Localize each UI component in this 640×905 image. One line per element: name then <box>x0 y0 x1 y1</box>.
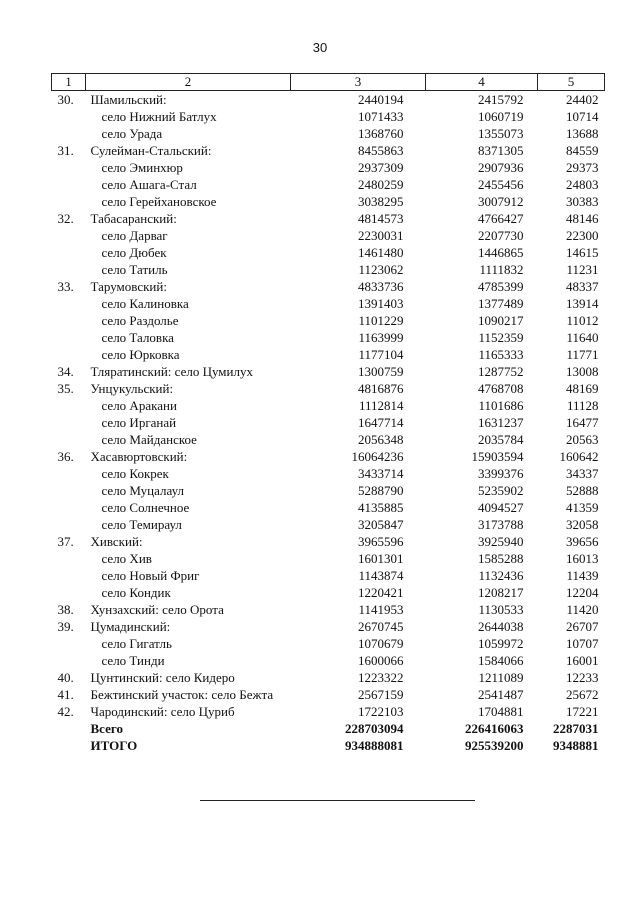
row-value-col4: 1446865 <box>478 244 524 260</box>
row-value-col4: 2455456 <box>478 176 524 192</box>
row-value-col5: 32058 <box>566 516 599 532</box>
row-value-col4: 1130533 <box>478 601 524 617</box>
row-value-col5: 11439 <box>566 567 599 583</box>
row-number <box>52 652 86 669</box>
row-number <box>52 414 86 431</box>
row-value-col3: 1368760 <box>358 125 404 141</box>
village-row <box>52 312 605 329</box>
village-row <box>52 159 605 176</box>
village-row <box>52 329 605 346</box>
row-value-col3: 3965596 <box>358 533 404 549</box>
row-value-col5: 39656 <box>566 533 599 549</box>
row-number: 31. <box>57 142 74 158</box>
district-row <box>52 618 605 635</box>
row-value-col3: 1101229 <box>358 312 404 328</box>
row-value-col5: 24402 <box>566 91 599 107</box>
row-name: Унцукульский: <box>90 380 174 396</box>
total-value-col3: 934888081 <box>345 737 404 753</box>
row-value-col5: 20563 <box>566 431 599 447</box>
row-value-col4: 1152359 <box>478 329 524 345</box>
row-value-col4: 1132436 <box>478 567 524 583</box>
row-value-col5: 11420 <box>566 601 599 617</box>
table-body <box>52 91 605 755</box>
row-name: Шамильский: <box>90 91 167 107</box>
village-row <box>52 567 605 584</box>
row-name: Чародинский: село Цуриб <box>90 703 235 719</box>
row-value-col5: 48169 <box>566 380 599 396</box>
row-value-col4: 2644038 <box>478 618 524 634</box>
row-value-col4: 1059972 <box>478 635 524 651</box>
district-row <box>52 142 605 159</box>
village-row <box>52 635 605 652</box>
row-number <box>52 346 86 363</box>
row-value-col5: 16001 <box>566 652 599 668</box>
row-value-col4: 3173788 <box>478 516 524 532</box>
row-value-col5: 16013 <box>566 550 599 566</box>
row-value-col4: 1584066 <box>478 652 524 668</box>
row-number <box>52 193 86 210</box>
row-value-col5: 11012 <box>566 312 599 328</box>
district-row <box>52 686 605 703</box>
row-value-col3: 2567159 <box>358 686 404 702</box>
row-name: Тляратинский: село Цумилух <box>90 363 253 379</box>
row-value-col3: 3205847 <box>358 516 404 532</box>
row-number: 40. <box>57 669 74 685</box>
row-value-col4: 5235902 <box>478 482 524 498</box>
row-value-col5: 29373 <box>566 159 599 175</box>
row-value-col5: 48337 <box>566 278 599 294</box>
village-row <box>52 193 605 210</box>
row-value-col4: 1208217 <box>478 584 524 600</box>
row-name: село Калиновка <box>101 295 189 311</box>
row-number: 33. <box>57 278 74 294</box>
row-value-col3: 1600066 <box>358 652 404 668</box>
village-row <box>52 125 605 142</box>
row-value-col3: 2440194 <box>358 91 404 107</box>
row-name: село Солнечное <box>101 499 190 515</box>
row-value-col3: 1143874 <box>358 567 404 583</box>
row-name: село Темираул <box>101 516 182 532</box>
row-number <box>52 108 86 125</box>
district-row <box>52 278 605 295</box>
row-value-col3: 3433714 <box>358 465 404 481</box>
row-value-col4: 2207730 <box>478 227 524 243</box>
row-value-col4: 1585288 <box>478 550 524 566</box>
row-name: село Муцалаул <box>101 482 185 498</box>
village-row <box>52 465 605 482</box>
row-value-col4: 1355073 <box>478 125 524 141</box>
row-value-col4: 3925940 <box>478 533 524 549</box>
district-row <box>52 210 605 227</box>
row-name: село Кокрек <box>101 465 169 481</box>
row-name: село Гигатль <box>101 635 172 651</box>
row-value-col3: 5288790 <box>358 482 404 498</box>
row-number: 39. <box>57 618 74 634</box>
row-value-col3: 1112814 <box>358 397 404 413</box>
row-value-col3: 4135885 <box>358 499 404 515</box>
row-value-col5: 11128 <box>566 397 599 413</box>
table-header <box>52 74 605 91</box>
row-name: село Раздолье <box>101 312 179 328</box>
row-value-col4: 1211089 <box>478 669 524 685</box>
row-name: Тарумовский: <box>90 278 167 294</box>
row-value-col5: 17221 <box>566 703 599 719</box>
row-value-col4: 3007912 <box>478 193 524 209</box>
row-number <box>52 397 86 414</box>
row-value-col3: 2937309 <box>358 159 404 175</box>
row-value-col3: 3038295 <box>358 193 404 209</box>
row-value-col4: 1377489 <box>478 295 524 311</box>
row-number <box>52 159 86 176</box>
row-number <box>52 261 86 278</box>
row-value-col3: 1163999 <box>358 329 404 345</box>
column-header-2: 2 <box>86 74 291 91</box>
row-number: 38. <box>57 601 74 617</box>
row-name: село Урада <box>101 125 163 141</box>
total-label: ИТОГО <box>90 737 138 753</box>
district-row <box>52 601 605 618</box>
row-value-col4: 1090217 <box>478 312 524 328</box>
district-row <box>52 703 605 720</box>
row-value-col4: 1287752 <box>478 363 524 379</box>
row-value-col3: 16064236 <box>351 448 404 464</box>
row-value-col5: 10707 <box>566 635 599 651</box>
row-name: село Дарваг <box>101 227 168 243</box>
row-value-col4: 2035784 <box>478 431 524 447</box>
row-value-col5: 13688 <box>566 125 599 141</box>
row-name: село Майданское <box>101 431 197 447</box>
row-value-col5: 48146 <box>566 210 599 226</box>
row-value-col3: 1300759 <box>358 363 404 379</box>
row-number <box>52 567 86 584</box>
row-value-col4: 1101686 <box>478 397 524 413</box>
row-name: село Кондик <box>101 584 171 600</box>
row-value-col5: 14615 <box>566 244 599 260</box>
village-row <box>52 244 605 261</box>
row-value-col3: 4816876 <box>358 380 404 396</box>
row-name: село Таловка <box>101 329 174 345</box>
total-value-col5: 2287031 <box>553 720 599 736</box>
row-value-col3: 1391403 <box>358 295 404 311</box>
row-number: 42. <box>57 703 74 719</box>
row-value-col5: 41359 <box>566 499 599 515</box>
row-name: Хасавюртовский: <box>90 448 188 464</box>
row-value-col5: 84559 <box>566 142 599 158</box>
row-value-col4: 1631237 <box>478 414 524 430</box>
row-value-col4: 4094527 <box>478 499 524 515</box>
row-name: Табасаранский: <box>90 210 177 226</box>
village-row <box>52 108 605 125</box>
total-value-col3: 228703094 <box>345 720 404 736</box>
row-value-col5: 34337 <box>566 465 599 481</box>
row-value-col4: 1111832 <box>479 261 524 277</box>
total-row <box>52 737 605 754</box>
village-row <box>52 176 605 193</box>
row-value-col5: 12204 <box>566 584 599 600</box>
village-row <box>52 295 605 312</box>
row-value-col3: 2230031 <box>358 227 404 243</box>
row-value-col5: 11640 <box>566 329 599 345</box>
total-value-col4: 925539200 <box>465 737 524 753</box>
row-value-col5: 30383 <box>566 193 599 209</box>
row-value-col3: 1071433 <box>358 108 404 124</box>
row-name: село Нижний Батлух <box>101 108 217 124</box>
row-value-col4: 15903594 <box>471 448 524 464</box>
village-row <box>52 431 605 448</box>
row-name: село Герейхановское <box>101 193 217 209</box>
row-value-col5: 25672 <box>566 686 599 702</box>
row-name: Цунтинский: село Кидеро <box>90 669 235 685</box>
row-value-col4: 2907936 <box>478 159 524 175</box>
village-row <box>52 261 605 278</box>
row-value-col5: 10714 <box>566 108 599 124</box>
row-value-col5: 16477 <box>566 414 599 430</box>
column-header-3: 3 <box>291 74 426 91</box>
row-value-col3: 1123062 <box>358 261 404 277</box>
row-value-col4: 1704881 <box>478 703 524 719</box>
row-value-col5: 12233 <box>566 669 599 685</box>
total-value-col5: 9348881 <box>553 737 599 753</box>
row-name: Хивский: <box>90 533 143 549</box>
row-value-col4: 4768708 <box>478 380 524 396</box>
row-number <box>52 329 86 346</box>
row-value-col3: 1177104 <box>358 346 404 362</box>
village-row <box>52 652 605 669</box>
row-value-col5: 26707 <box>566 618 599 634</box>
row-name: село Дюбек <box>101 244 167 260</box>
row-name: село Ирганай <box>101 414 177 430</box>
row-name: Цумадинский: <box>90 618 171 634</box>
row-name: село Юрковка <box>101 346 180 362</box>
row-value-col3: 1647714 <box>358 414 404 430</box>
row-name: село Эминхюр <box>101 159 183 175</box>
row-value-col3: 4814573 <box>358 210 404 226</box>
row-value-col5: 13914 <box>566 295 599 311</box>
row-number <box>52 584 86 601</box>
row-value-col3: 1223322 <box>358 669 404 685</box>
district-row <box>52 448 605 465</box>
row-value-col3: 2670745 <box>358 618 404 634</box>
row-number <box>52 176 86 193</box>
row-value-col4: 8371305 <box>478 142 524 158</box>
row-number: 30. <box>57 91 74 107</box>
row-value-col4: 1060719 <box>478 108 524 124</box>
row-name: село Хив <box>101 550 152 566</box>
row-name: село Татиль <box>101 261 168 277</box>
village-row <box>52 346 605 363</box>
district-row <box>52 363 605 380</box>
row-value-col5: 24803 <box>566 176 599 192</box>
row-number: 32. <box>57 210 74 226</box>
row-value-col4: 2415792 <box>478 91 524 107</box>
row-value-col3: 1461480 <box>358 244 404 260</box>
row-value-col3: 1220421 <box>358 584 404 600</box>
row-name: село Тинди <box>101 652 165 668</box>
village-row <box>52 516 605 533</box>
row-name: село Новый Фриг <box>101 567 200 583</box>
row-value-col3: 8455863 <box>358 142 404 158</box>
village-row <box>52 397 605 414</box>
row-name: Сулейман-Стальский: <box>90 142 212 158</box>
row-number <box>52 295 86 312</box>
total-row <box>52 720 605 737</box>
village-row <box>52 482 605 499</box>
row-number <box>52 635 86 652</box>
row-value-col4: 1165333 <box>478 346 524 362</box>
village-row <box>52 584 605 601</box>
row-value-col3: 4833736 <box>358 278 404 294</box>
row-number <box>52 499 86 516</box>
village-row <box>52 227 605 244</box>
row-number <box>52 465 86 482</box>
row-value-col5: 13008 <box>566 363 599 379</box>
row-value-col4: 4785399 <box>478 278 524 294</box>
row-value-col5: 11771 <box>566 346 599 362</box>
row-number <box>52 125 86 142</box>
row-number: 41. <box>57 686 74 702</box>
page-number: 30 <box>312 40 328 55</box>
row-value-col3: 1141953 <box>358 601 404 617</box>
row-name: село Ашага-Стал <box>101 176 197 192</box>
district-row <box>52 380 605 397</box>
row-number <box>52 244 86 261</box>
row-value-col3: 2056348 <box>358 431 404 447</box>
district-row <box>52 533 605 550</box>
row-value-col4: 2541487 <box>478 686 524 702</box>
closing-rule <box>200 800 475 801</box>
total-number <box>52 737 86 754</box>
row-number <box>52 516 86 533</box>
row-value-col3: 1722103 <box>358 703 404 719</box>
row-value-col5: 52888 <box>566 482 599 498</box>
village-row <box>52 499 605 516</box>
village-row <box>52 414 605 431</box>
row-number <box>52 550 86 567</box>
row-number <box>52 482 86 499</box>
district-row <box>52 669 605 686</box>
column-header-1: 1 <box>52 74 86 91</box>
row-number: 36. <box>57 448 74 464</box>
row-value-col5: 11231 <box>566 261 599 277</box>
row-value-col3: 1601301 <box>358 550 404 566</box>
column-header-5: 5 <box>538 74 605 91</box>
row-name: село Аракани <box>101 397 177 413</box>
row-value-col3: 1070679 <box>358 635 404 651</box>
row-value-col4: 3399376 <box>478 465 524 481</box>
row-number: 35. <box>57 380 74 396</box>
total-label: Всего <box>90 720 123 736</box>
row-value-col5: 22300 <box>566 227 599 243</box>
village-row <box>52 550 605 567</box>
district-row <box>52 91 605 109</box>
row-value-col5: 160642 <box>559 448 599 464</box>
total-value-col4: 226416063 <box>465 720 524 736</box>
row-number: 34. <box>57 363 74 379</box>
row-number <box>52 431 86 448</box>
row-number <box>52 312 86 329</box>
row-name: Хунзахский: село Орота <box>90 601 224 617</box>
budget-table <box>51 73 605 754</box>
row-name: Бежтинский участок: село Бежта <box>90 686 274 702</box>
total-number <box>52 720 86 737</box>
column-header-4: 4 <box>426 74 538 91</box>
row-number: 37. <box>57 533 74 549</box>
row-value-col4: 4766427 <box>478 210 524 226</box>
row-value-col3: 2480259 <box>358 176 404 192</box>
row-number <box>52 227 86 244</box>
